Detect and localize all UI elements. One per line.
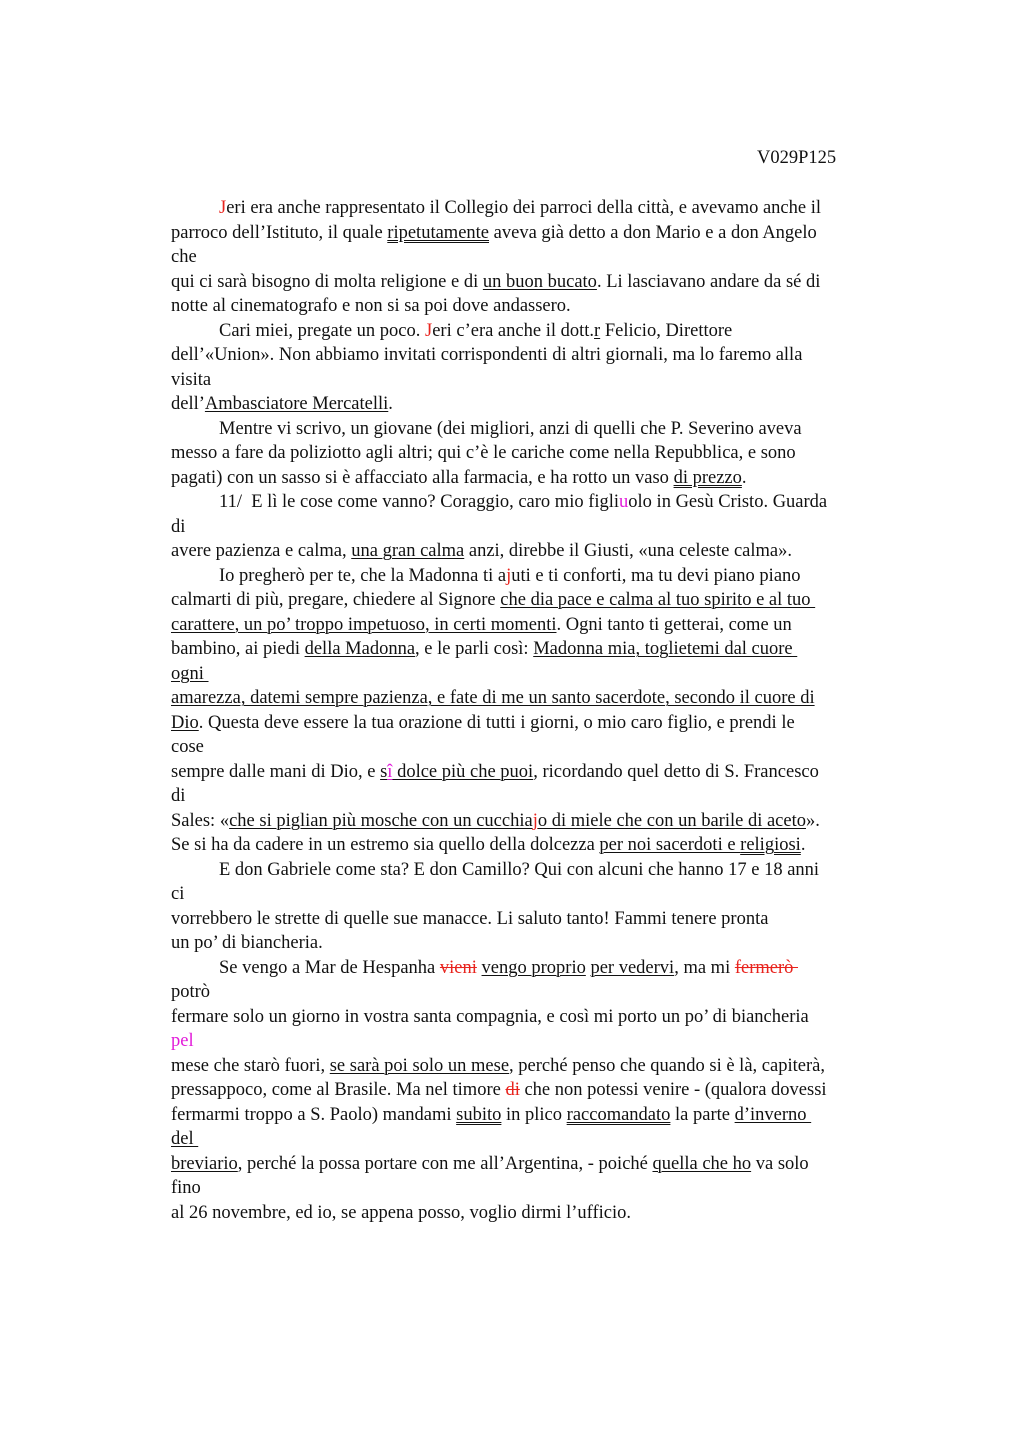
text-run: pagati) con un sasso si è affacciato alla farmacia, e ha rotto un vaso [171,467,674,488]
underlined-run: carattere, un po’ troppo impetuoso, in certi momenti [171,614,557,635]
letter-body [171,196,911,1225]
text-run: Se vengo a Mar de Hespanha [219,957,440,978]
text-run: ». [806,810,820,831]
underlined-run: s [380,761,388,782]
text-line [171,882,911,907]
text-run: la parte [670,1104,735,1125]
text-line [171,784,911,809]
text-line [171,1054,911,1079]
text-line [171,343,911,368]
text-run: . [741,467,747,488]
text-line [171,1078,911,1103]
text-run: pressappoco, come al Brasile. Ma nel timore [171,1080,506,1100]
page-identifier: V029P125 [757,148,837,168]
text-run: mese che starò fuori, [171,1055,330,1076]
underlined-run: vengo proprio [481,957,586,978]
underlined-run: ogni [171,663,209,684]
text-run: un po’ di biancheria. [171,933,323,953]
text-run: che non potessi venire - (qualora dovessi [519,1080,827,1100]
underlined-run: Ambasciatore Mercatelli [204,394,389,414]
text-run: eri c’era anche il dott. [432,320,595,341]
text-line [171,637,911,662]
text-line [171,490,911,515]
text-run: dell’«Union». Non abbiamo invitati corrispondenti di altri giornali, ma lo faremo alla [171,345,803,365]
text-line [171,270,911,295]
text-line [171,515,911,540]
text-line [171,956,911,981]
underlined-run: Dio [171,712,199,733]
text-line [171,907,911,932]
text-line [171,1127,911,1152]
text-line [171,368,911,393]
text-line [171,1201,911,1226]
colored-correction-run: J [219,198,227,218]
text-run: . [800,835,806,855]
text-line [171,1103,911,1128]
text-run: messo a fare da poliziotto agli altri; qui c’è le cariche come nella Repubblica, e sono [171,443,796,463]
text-line [171,809,911,834]
underlined-run: una gran calma [351,541,465,561]
strikethrough-run: fermerò [734,957,799,978]
underlined-run: j [532,810,538,831]
text-line [171,1176,911,1201]
strikethrough-run: di [505,1080,520,1100]
text-line [171,441,911,466]
text-line [171,392,911,417]
text-run: bambino, ai piedi [171,639,305,659]
colored-correction-run: pel [171,1031,194,1051]
text-run: , e le parli così: [415,639,534,659]
text-line [171,833,911,858]
text-run: fino [171,1178,201,1198]
text-line [171,662,911,687]
text-run: , perché la possa portare con me all’Argentina, - poiché [237,1153,653,1174]
underlined-run: î [387,761,393,782]
underlined-run: o di miele che con un barile di aceto [537,810,806,831]
text-run: Se si ha da cadere in un estremo sia quello della dolcezza [171,835,600,855]
text-run: olo in Gesù Cristo. Guarda [628,492,828,512]
text-run: . [388,394,393,414]
text-line [171,980,911,1005]
text-line [171,417,911,442]
text-run: in plico [501,1104,567,1125]
text-line [171,294,911,319]
double-underlined-run: subito [456,1104,502,1125]
underlined-run: per noi sacerdoti e [599,835,741,855]
text-run: . Ogni tanto ti getterai, come un [556,614,792,635]
double-underlined-run: di prezzo [673,467,742,488]
text-line [171,1029,911,1054]
text-run: vorrebbero le strette di quelle sue manacce. Li saluto tanto! Fammi tenere pronta [171,908,769,929]
text-line [171,466,911,491]
text-line [171,539,911,564]
underlined-run: quella che ho [652,1153,752,1174]
text-line [171,1152,911,1177]
text-run: che [171,247,197,267]
underlined-run: breviario [171,1153,238,1174]
text-run: potrò [171,982,211,1002]
text-line [171,564,911,589]
text-run: , ma mi [674,957,735,978]
text-run: anzi, direbbe il Giusti, «una celeste calma». [464,541,792,561]
double-underlined-run: religiosi [740,835,801,855]
underlined-run: dolce più che puoi [392,761,534,782]
text-run: sempre dalle mani di Dio, e [171,761,381,782]
double-underlined-run: raccomandato [566,1104,671,1125]
text-run: E don Gabriele come sta? E don Camillo? Qui con alcuni che hanno 17 e 18 anni [219,859,820,880]
colored-correction-run: J [425,320,433,341]
underlined-run: d’inverno [734,1104,812,1125]
text-run: notte al cinematografo e non si sa poi dove andassero. [171,296,571,316]
text-run: aveva già detto a don Mario e a don Angelo [489,222,817,243]
underlined-run: r [594,320,601,341]
text-run: Io pregherò per te, che la Madonna ti a [219,565,507,586]
text-run: calmarti di più, pregare, chiedere al Signore [171,590,501,610]
text-run: , perché penso che quando si è là, capiterà, [509,1055,825,1076]
text-run: fermarmi troppo a S. Paolo) mandami [171,1104,457,1125]
text-line [171,686,911,711]
text-run: eri era anche rappresentato il Collegio dei parroci della città, e avevamo anche il [226,198,822,218]
text-line [171,1005,911,1030]
text-run: avere pazienza e calma, [171,541,352,561]
text-line [171,196,911,221]
text-run: qui ci sarà bisogno di molta religione e di [171,271,483,292]
strikethrough-run: vieni [439,957,477,978]
text-run: dell’ [171,394,205,414]
text-line [171,711,911,736]
text-run: . Li lasciavano andare da sé di [596,271,821,292]
text-run: 11/ E lì le cose come vanno? Coraggio, caro mio figli [219,492,620,512]
text-line [171,245,911,270]
text-line [171,319,911,344]
text-line [171,221,911,246]
underlined-run: che si piglian più mosche con un cucchia [229,810,533,831]
text-run: Sales: « [171,810,230,831]
text-line [171,858,911,883]
text-run: Cari miei, pregate un poco. [219,320,426,341]
underlined-run: che dia pace e calma al tuo spirito e al tuo [500,590,816,610]
double-underlined-run: ripetutamente [387,222,490,243]
text-line [171,735,911,760]
underlined-run: della Madonna [304,639,416,659]
text-line [171,588,911,613]
colored-correction-run: j [506,565,512,586]
text-run: uti e ti conforti, ma tu devi piano piano [511,565,801,586]
text-run: ci [171,884,185,904]
text-run: fermare solo un giorno in vostra santa compagnia, e così mi porto un po’ di biancheria [171,1006,809,1027]
text-line [171,613,911,638]
text-run: va solo [751,1153,809,1174]
text-run: . Questa deve essere la tua orazione di tutti i giorni, o mio caro figlio, e prendi le [198,712,795,733]
text-line [171,760,911,785]
underlined-run: del [171,1129,199,1149]
colored-correction-run: u [619,492,629,512]
text-run: Mentre vi scrivo, un giovane (dei migliori, anzi di quelli che P. Severino aveva [219,418,802,439]
underlined-run: Madonna mia, toglietemi dal cuore [533,639,798,659]
underlined-run: amarezza, datemi sempre pazienza, e fate di me un santo sacerdote, secondo il cuore di [171,688,815,708]
text-line [171,931,911,956]
text-run: parroco dell’Istituto, il quale [171,222,388,243]
text-run: , ricordando quel detto di S. Francesco [533,761,819,782]
text-run: al 26 novembre, ed io, se appena posso, voglio dirmi l’ufficio. [171,1202,632,1223]
text-run: Felicio, Direttore [600,320,733,341]
text-run: visita [171,369,212,390]
text-run: di [171,786,186,806]
text-run: di [171,516,186,537]
underlined-run: se sarà poi solo un mese [329,1055,510,1076]
text-run: cose [171,737,204,757]
underlined-run: un buon bucato [482,271,597,292]
underlined-run: per vedervi [590,957,675,978]
